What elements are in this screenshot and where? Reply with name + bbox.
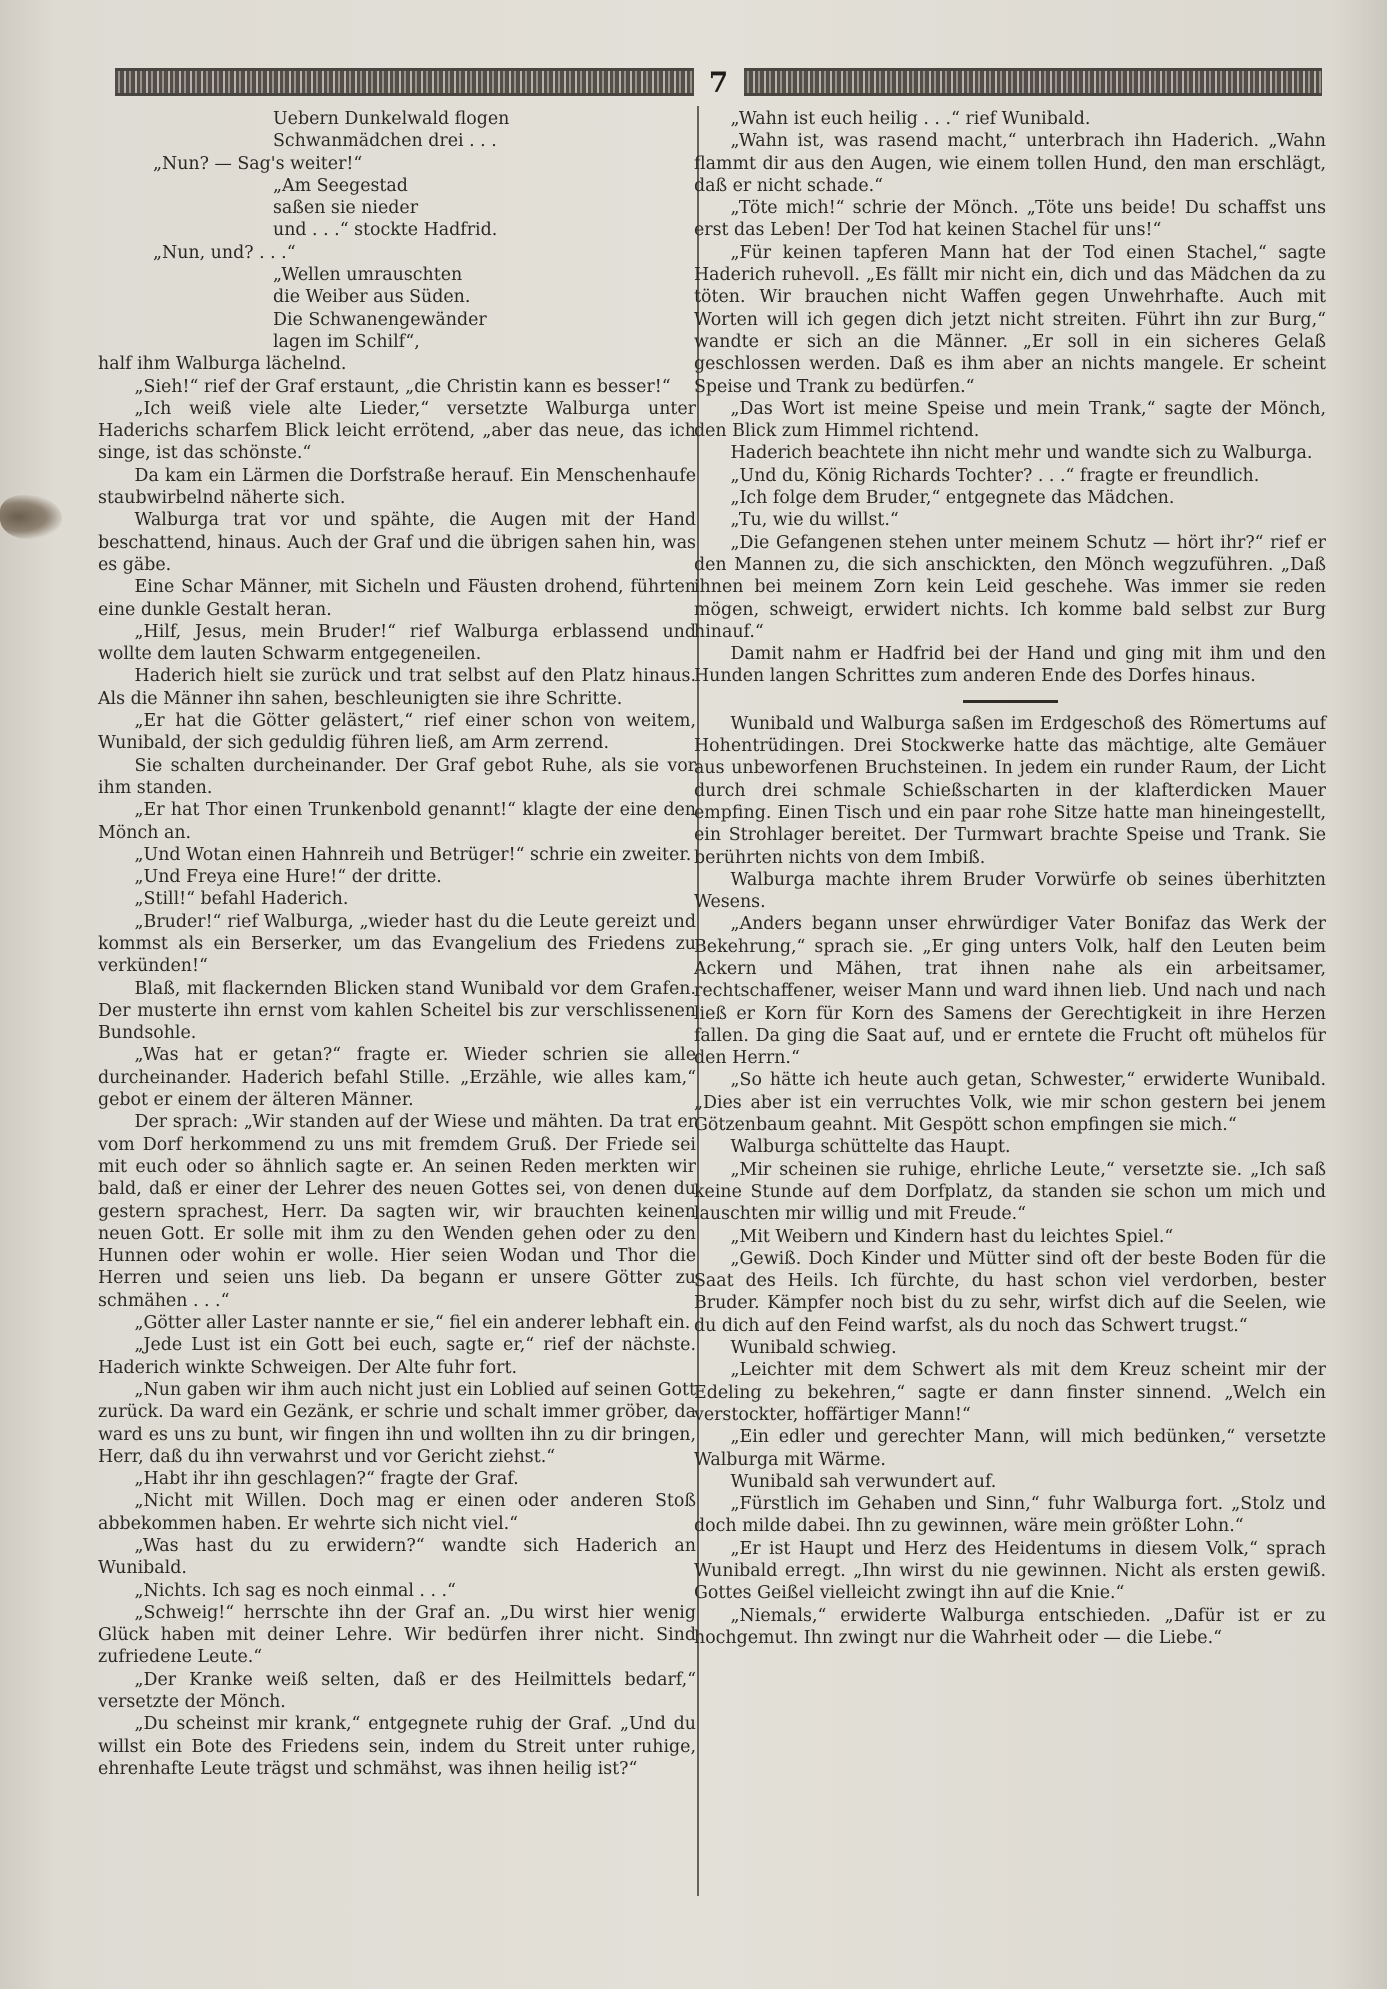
verse-line: und . . .“ stockte Hadfrid. <box>273 220 498 241</box>
right-column <box>694 108 1326 1649</box>
verse-line: lagen im Schilf“, <box>273 331 420 352</box>
paragraph: „Bruder!“ rief Walburga, „wieder hast du die Leute gereizt und kommst als ein Berserker, um das Evangelium des Friedens zu verkünden!“ <box>98 911 696 977</box>
header-ornament-right <box>744 68 1323 96</box>
paragraph: „Was hast du zu erwidern?“ wandte sich Haderich an Wunibald. <box>98 1536 696 1579</box>
paragraph: „Wahn ist, was rasend macht,“ unterbrach ihn Haderich. „Wahn flammt dir aus den Augen, wie einem tollen Hund, den man erschlägt, daß er nicht schade.“ <box>694 131 1326 196</box>
verse-line: „Wellen umrauschten <box>273 265 463 286</box>
paragraph: „Der Kranke weiß selten, daß er des Heilmittels bedarf,“ versetzte der Mönch. <box>98 1669 696 1713</box>
paragraph: „Er hat Thor einen Trunkenbold genannt!“ klagte der eine den Mönch an. <box>98 800 696 843</box>
paragraph: „Götter aller Laster nannte er sie,“ fiel ein anderer lebhaft ein. <box>134 1313 691 1334</box>
paragraph: Wunibald schwieg. <box>730 1338 897 1359</box>
paragraph: „Niemals,“ erwiderte Walburga entschieden. „Dafür ist er zu hochgemut. Ihn zwingt nur die Wahrheit oder — die Liebe.“ <box>694 1605 1326 1648</box>
paragraph: Wunibald sah verwundert auf. <box>730 1471 997 1492</box>
paragraph: Der sprach: „Wir standen auf der Wiese und mähten. Da trat er vom Dorf herkommend zu uns mit fremdem Gruß. Der Friede sei mit euch oder so ähnlich sagte er. An seinen Reden merkten wir bald, daß er einer der Lehrer des neuen Gottes sei, von denen du gestern sprachest, Herr. Da sagten wir, wir brauchten keinen neuen Gott. Er solle mit ihm zu den Wenden gehen oder zu den Hunnen oder wohin er wolle. Hier seien Wodan und Thor die Herren und seien uns lieb. Da begann er unsere Götter zu schmähen . . .“ <box>98 1112 696 1311</box>
paragraph: „Das Wort ist meine Speise und mein Trank,“ sagte der Mönch, den Blick zum Himmel richtend. <box>694 398 1326 442</box>
header-ornament-left <box>115 68 694 96</box>
paragraph: „Hilf, Jesus, mein Bruder!“ rief Walburga erblassend und wollte dem lauten Schwarm entgegeneilen. <box>98 621 696 665</box>
verse-line: Schwanmädchen drei . . . <box>273 131 497 152</box>
paragraph: „Ein edler und gerechter Mann, will mich bedünken,“ versetzte Walburga mit Wärme. <box>694 1427 1326 1470</box>
paragraph: „Nichts. Ich sag es noch einmal . . .“ <box>134 1580 456 1601</box>
paragraph: „Jede Lust ist ein Gott bei euch, sagte er,“ rief der nächste. Haderich winkte Schweigen. Der Alte fuhr fort. <box>98 1335 696 1378</box>
paragraph: „Ich weiß viele alte Lieder,“ versetzte Walburga unter Haderichs scharfem Blick leicht errötend, „aber das neue, das ich singe, ist das schönste.“ <box>98 398 696 464</box>
paper-damage <box>0 495 62 539</box>
verse-line: saßen sie nieder <box>273 198 419 219</box>
paragraph: Blaß, mit flackernden Blicken stand Wunibald vor dem Grafen. Der musterte ihn ernst vom kahlen Scheitel bis zur verschlissenen Bundsohle. <box>98 978 696 1044</box>
paragraph: Haderich beachtete ihn nicht mehr und wandte sich zu Walburga. <box>730 443 1313 464</box>
paragraph: „Mit Weibern und Kindern hast du leichtes Spiel.“ <box>730 1226 1174 1247</box>
verse-line: Die Schwanengewänder <box>273 309 487 330</box>
paragraph: Da kam ein Lärmen die Dorfstraße herauf. Ein Menschenhaufe staubwirbelnd näherte sich. <box>98 465 696 509</box>
paragraph: „Anders begann unser ehrwürdiger Vater Bonifaz das Werk der Bekehrung,“ sprach sie. „Er ging unters Volk, half den Leuten beim Ackern und Mähen, trat ihnen nahe als ein arbeitsamer, rechtschaffener, weiser Mann und ward ihnen lieb. Und nach und nach ließ er Korn für Korn des Samens der Gerechtigkeit in ihre Herzen fallen. Da ging die Saat auf, und er erntete die Frucht oft mühelos für den Herrn.“ <box>694 914 1326 1069</box>
verse-line: Uebern Dunkelwald flogen <box>273 109 510 129</box>
paragraph: „Was hat er getan?“ fragte er. Wieder schrien sie alle durcheinander. Haderich befahl Stille. „Erzähle, wie alles kam,“ gebot er einem der älteren Männer. <box>98 1045 696 1111</box>
left-column <box>98 108 696 1780</box>
paragraph: Haderich hielt sie zurück und trat selbst auf den Platz hinaus. Als die Männer ihn sahen, beschleunigten sie ihre Schritte. <box>98 666 696 709</box>
paragraph: „Er hat die Götter gelästert,“ rief einer schon von weitem, Wunibald, der sich geduldig führen ließ, am Arm zerrend. <box>98 711 696 754</box>
paragraph: Wunibald und Walburga saßen im Erdgeschoß des Römertums auf Hohentrüdingen. Drei Stockwerke hatte das mächtige, alte Gemäuer aus unbeworfenen Bruchsteinen. In jedem ein runder Raum, der Licht durch drei schmale Schießscharten in der klafterdicken Mauer empfing. Einen Tisch und ein paar rohe Sitze hatte man hineingestellt, ein Strohlager bereitet. Der Turmwart brachte Speise und Trank. Sie berührten nichts von dem Imbiß. <box>694 713 1326 868</box>
verse-line: „Am Seegestad <box>273 175 408 196</box>
paragraph: „Ich folge dem Bruder,“ entgegnete das Mädchen. <box>730 488 1175 509</box>
paragraph: Sie schalten durcheinander. Der Graf gebot Ruhe, als sie vor ihm standen. <box>98 755 696 798</box>
paragraph: „Sieh!“ rief der Graf erstaunt, „die Christin kann es besser!“ <box>134 376 671 397</box>
paragraph: „Schweig!“ herrschte ihn der Graf an. „Du wirst hier wenig Glück haben mit deiner Lehre. Wir bedürfen ihrer nicht. Sind zufriedene Leute.“ <box>98 1602 696 1668</box>
paragraph: „Du scheinst mir krank,“ entgegnete ruhig der Graf. „Und du willst ein Bote des Friedens sein, indem du Streit unter ruhige, ehrenhafte Leute trägst und schmähst, was ihnen heilig ist?“ <box>98 1714 696 1779</box>
paragraph: „Nun gaben wir ihm auch nicht just ein Loblied auf seinen Gott zurück. Da ward ein Gezänk, er schrie und schalt immer gröber, da ward es uns zu bunt, wir fingen ihn und wollten ihn zu dir bringen, Herr, daß du ihn verwahrst und vor Gericht ziehst.“ <box>98 1379 696 1467</box>
paragraph: „Habt ihr ihn geschlagen?“ fragte der Graf. <box>134 1469 519 1490</box>
paragraph: Walburga machte ihrem Bruder Vorwürfe ob seines überhitzten Wesens. <box>694 869 1326 913</box>
paragraph: „Und Freya eine Hure!“ der dritte. <box>134 867 442 888</box>
paragraph: Walburga schüttelte das Haupt. <box>730 1137 1011 1158</box>
paragraph: „Und Wotan einen Hahnreih und Betrüger!“ schrie ein zweiter. <box>134 844 692 865</box>
paragraph: „Die Gefangenen stehen unter meinem Schutz — hört ihr?“ rief er den Mannen zu, die sich anschickten, den Mönch wegzuführen. „Daß ihnen bei meinem Zorn kein Leid geschehe. Was immer sie reden mögen, schweigt, erwidert nichts. Ich komme bald selbst zur Burg hinauf.“ <box>694 532 1326 642</box>
verse-line: die Weiber aus Süden. <box>273 287 471 308</box>
paragraph: „Mir scheinen sie ruhige, ehrliche Leute,“ versetzte sie. „Ich saß keine Stunde auf dem Dorfplatz, da standen sie schon um mich und lauschten mir willig und mit Freude.“ <box>694 1159 1326 1225</box>
paragraph: Walburga trat vor und spähte, die Augen mit der Hand beschattend, hinaus. Auch der Graf und die übrigen sahen hin, was es gäbe. <box>98 510 696 575</box>
section-separator <box>963 700 1058 703</box>
paragraph: „Töte mich!“ schrie der Mönch. „Töte uns beide! Du schaffst uns erst das Leben! Der Tod hat keinen Stachel für uns!“ <box>694 198 1326 241</box>
paragraph: „So hätte ich heute auch getan, Schwester,“ erwiderte Wunibald. „Dies aber ist ein verruchtes Volk, wie mir schon gestern bei jenem Götzenbaum geahnt. Mit Gespött schon empfingen sie mich.“ <box>694 1070 1326 1136</box>
paragraph: „Und du, König Richards Tochter? . . .“ fragte er freundlich. <box>730 465 1260 486</box>
paragraph: „Gewiß. Doch Kinder und Mütter sind oft der beste Boden für die Saat des Heils. Ich fürchte, du hast schon viel verdorben, bester Bruder. Kämpfer noch bist du zu sehr, wirfst dich auf die Seelen, wie du dich auf den Feind warfst, als du noch das Schwert trugst.“ <box>694 1248 1326 1336</box>
paragraph: „Tu, wie du willst.“ <box>730 510 899 531</box>
page-header <box>115 62 1322 102</box>
paragraph: half ihm Walburga lächelnd. <box>98 354 347 375</box>
verse-line: „Nun, und? . . .“ <box>153 242 296 263</box>
verse-line: „Nun? — Sag's weiter!“ <box>153 153 363 174</box>
page-number: 7 <box>708 65 729 99</box>
paragraph: „Wahn ist euch heilig . . .“ rief Wunibald. <box>730 109 1091 129</box>
paragraph: „Er ist Haupt und Herz des Heidentums in diesem Volk,“ sprach Wunibald erregt. „Ihn wirst du nie gewinnen. Nicht als ersten gewiß. Gottes Geißel vielleicht zwingt ihn auf die Knie.“ <box>694 1538 1326 1604</box>
paragraph: „Fürstlich im Gehaben und Sinn,“ fuhr Walburga fort. „Stolz und doch milde dabei. Ihn zu gewinnen, wäre mein größter Lohn.“ <box>694 1494 1326 1537</box>
paragraph: „Still!“ befahl Haderich. <box>134 889 349 910</box>
paragraph: Damit nahm er Hadfrid bei der Hand und ging mit ihm und den Hunden langen Schrittes zum anderen Ende des Dorfes hinaus. <box>694 644 1326 687</box>
paragraph: „Für keinen tapferen Mann hat der Tod einen Stachel,“ sagte Haderich ruhevoll. „Es fällt mir nicht ein, dich und das Mädchen da zu töten. Wir brauchen nicht Waffen gegen Unwehrhafte. Auch mit Worten will ich gegen dich jetzt nicht streiten. Führt ihn zur Burg,“ wandte er sich an die Männer. „Er soll in ein sicheres Gelaß geschlossen werden. Daß es ihm aber an nichts mangele. Er scheint Speise und Trank zu bedürfen.“ <box>694 242 1326 397</box>
paragraph: Eine Schar Männer, mit Sicheln und Fäusten drohend, führten eine dunkle Gestalt heran. <box>98 577 696 620</box>
paragraph: „Leichter mit dem Schwert als mit dem Kreuz scheint mir der Edeling zu bekehren,“ sagte er dann finster sinnend. „Welch ein verstockter, hoffärtiger Mann!“ <box>694 1360 1326 1425</box>
paragraph: „Nicht mit Willen. Doch mag er einen oder anderen Stoß abbekommen haben. Er wehrte sich nicht viel.“ <box>98 1491 696 1534</box>
